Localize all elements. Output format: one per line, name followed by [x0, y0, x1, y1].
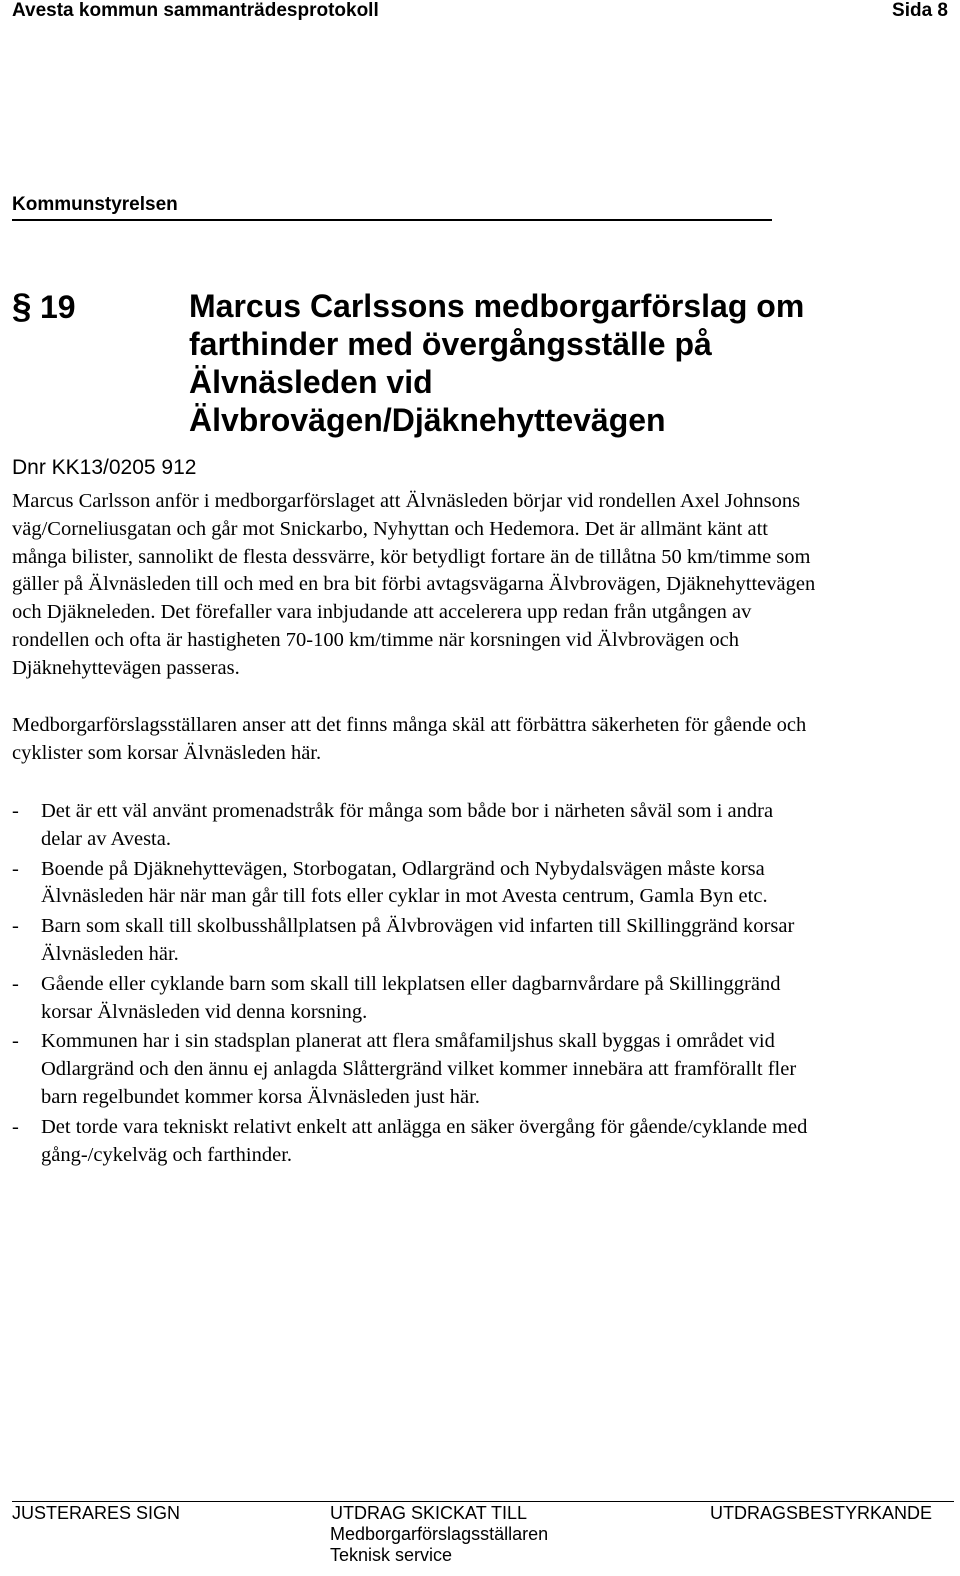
text-line: Boende på Djäknehyttevägen, Storbogatan, Odlargränd och Nybydalsvägen måste korsa [41, 857, 765, 880]
text-line: Älvnäsleden här när man går till fots eller cyklar in mot Avesta centrum, Gamla Byn etc. [41, 885, 768, 908]
body-paragraph-1 [12, 488, 952, 683]
list-item [12, 913, 952, 969]
text-line: Djäknehyttevägen passeras. [12, 656, 240, 679]
bullet-dash: - [12, 972, 19, 995]
list-item [12, 971, 952, 1027]
paragraph-title [189, 287, 949, 439]
title-line: Älvbrovägen/Djäknehyttevägen [189, 402, 666, 438]
footer-utdrag-skickat-till: UTDRAG SKICKAT TILL [330, 1503, 528, 1523]
text-line: Det är ett väl använt promenadstråk för många som både bor i närheten såväl som i andra [41, 800, 774, 822]
paragraph-sign: § [12, 287, 32, 326]
list-item [12, 798, 952, 854]
bullet-dash: - [12, 800, 19, 822]
text-line: gäller på Älvnäsleden till och med en bra bit förbi avtagsvägarna Älvbrovägen, Djäknehyttevägen [12, 573, 816, 596]
footer-recipient: Medborgarförslagsställaren [330, 1524, 549, 1544]
title-line: farthinder med övergångsställe på [189, 326, 712, 362]
case-number: Dnr KK13/0205 912 [12, 456, 197, 479]
text-line: Gående eller cyklande barn som skall till lekplatsen eller dagbarnvårdare på Skillinggränd [41, 972, 781, 995]
text-line: Det torde vara tekniskt relativt enkelt att anlägga en säker övergång för gående/cyklande med [41, 1115, 808, 1138]
paragraph-number: 19 [40, 289, 76, 325]
title-line: Marcus Carlssons medborgarförslag om [189, 288, 805, 324]
list-item [12, 1028, 952, 1111]
text-line: barn regelbundet kommer korsa Älvnäsleden just här. [41, 1085, 480, 1108]
text-line: Kommunen har i sin stadsplan planerat att flera småfamiljshus skall byggas i området vid [41, 1030, 775, 1053]
text-line: cyklister som korsar Älvnäsleden här. [12, 741, 322, 764]
bullet-dash: - [12, 1115, 19, 1138]
heading-rule [12, 219, 772, 221]
page-number: Sida 8 [892, 0, 948, 21]
text-line: gång-/cykelväg och farthinder. [41, 1143, 293, 1166]
list-item [12, 1114, 952, 1170]
text-line: Marcus Carlsson anför i medborgarförslaget att Älvnäsleden börjar vid rondellen Axel Johnsons [12, 490, 801, 512]
text-line: delar av Avesta. [41, 827, 171, 850]
text-line: Älvnäsleden här. [41, 942, 179, 965]
body-paragraph-2 [12, 712, 952, 768]
footer-rule [12, 1501, 954, 1502]
text-line: väg/Corneliusgatan och går mot Snickarbo, Nyhyttan och Hedemora. Det är allmänt känt att [12, 517, 768, 540]
text-line: och Djäkneleden. Det förefaller vara inbjudande att accelerera upp redan från utgången av [12, 601, 752, 624]
bullet-list [12, 798, 952, 1171]
title-line: Älvnäsleden vid [189, 364, 433, 400]
bullet-dash: - [12, 857, 19, 880]
text-line: rondellen och ofta är hastigheten 70-100 km/timme när korsningen vid Älvbrovägen och [12, 628, 739, 651]
footer-distribution [330, 1503, 548, 1566]
document-title: Avesta kommun sammanträdesprotokoll [12, 0, 379, 21]
bullet-dash: - [12, 915, 19, 938]
text-line: Barn som skall till skolbusshållplatsen på Älvbrovägen vid infarten till Skillinggränd korsar [41, 915, 795, 938]
text-line: korsar Älvnäsleden vid denna korsning. [41, 1000, 368, 1023]
footer-utdragsbestyrkande: UTDRAGSBESTYRKANDE [709, 1503, 932, 1523]
text-line: Medborgarförslagsställaren anser att det finns många skäl att förbättra säkerheten för gående och [12, 714, 807, 736]
list-item [12, 856, 952, 912]
text-line: många bilister, sannolikt de flesta dessvärre, kör betydligt fortare än de tillåtna 50 km/timme som [12, 545, 811, 568]
footer-recipient: Teknisk service [330, 1545, 453, 1565]
organ-heading: Kommunstyrelsen [12, 194, 178, 215]
bullet-dash: - [12, 1030, 19, 1053]
footer-justerares-sign: JUSTERARES SIGN [12, 1503, 181, 1523]
text-line: Odlargränd och den ännu ej anlagda Slåttergränd vilket kommer innebära att framförallt fler [41, 1058, 797, 1081]
